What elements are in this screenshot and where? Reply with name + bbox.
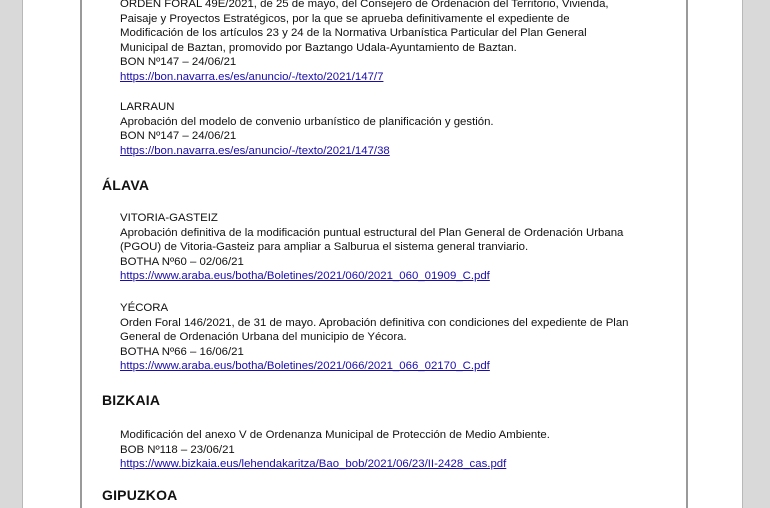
section-heading-bizkaia: BIZKAIA: [102, 392, 161, 408]
entry-bizkaia-ordinance: [120, 428, 680, 472]
entry-text-line: Orden Foral 146/2021, de 31 de mayo. Aprobación definitiva con condiciones del expediente de Plan: [120, 316, 629, 329]
entry-text-line: Paisaje y Proyectos Estratégicos, por la que se aprueba definitivamente el expediente de: [120, 12, 570, 25]
place-name: LARRAUN: [120, 101, 175, 113]
entry-text-line: ORDEN FORAL 49E/2021, de 25 de mayo, del Consejero de Ordenación del Territorio, Vivienda,: [120, 0, 609, 10]
entry-text-line: Municipal de Baztan, promovido por Baztango Udala-Ayuntamiento de Baztan.: [120, 41, 517, 54]
bulletin-link[interactable]: https://www.araba.eus/botha/Boletines/2021/066/2021_066_02170_C.pdf: [120, 360, 490, 373]
bulletin-ref: BON Nº147 – 24/06/21: [120, 56, 237, 69]
entry-yecora: [120, 301, 680, 374]
bulletin-ref: BOTHA Nº66 – 16/06/21: [120, 345, 244, 358]
bulletin-link[interactable]: https://www.bizkaia.eus/lehendakaritza/Bao_bob/2021/06/23/II-2428_cas.pdf: [120, 458, 507, 471]
bulletin-ref: BOB Nº118 – 23/06/21: [120, 443, 235, 456]
bulletin-link[interactable]: https://bon.navarra.es/es/anuncio/-/texto/2021/147/38: [120, 144, 390, 157]
place-name: VITORIA-GASTEIZ: [120, 212, 218, 224]
section-heading-alava: ÁLAVA: [102, 177, 150, 193]
entry-baztan: [120, 0, 680, 85]
entry-text-line: Modificación del anexo V de Ordenanza Municipal de Protección de Medio Ambiente.: [120, 429, 550, 441]
bulletin-link[interactable]: https://bon.navarra.es/es/anuncio/-/texto/2021/147/7: [120, 70, 384, 83]
place-name: YÉCORA: [120, 302, 169, 314]
entry-text-line: Aprobación del modelo de convenio urbanístico de planificación y gestión.: [120, 115, 494, 128]
bulletin-ref: BON Nº147 – 24/06/21: [120, 130, 237, 143]
entry-larraun: [120, 100, 680, 158]
section-heading-gipuzkoa: GIPUZKOA: [102, 487, 178, 503]
entry-text-line: Aprobación definitiva de la modificación puntual estructural del Plan General de Ordenación Urbana: [120, 226, 624, 239]
entry-vitoria-gasteiz: [120, 211, 680, 284]
entry-text-line: (PGOU) de Vitoria-Gasteiz para ampliar a Salburua el sistema general tranviario.: [120, 241, 529, 254]
entry-text-line: General de Ordenación Urbana del municipio de Yécora.: [120, 331, 407, 344]
bulletin-link[interactable]: https://www.araba.eus/botha/Boletines/2021/060/2021_060_01909_C.pdf: [120, 270, 490, 283]
bulletin-ref: BOTHA Nº60 – 02/06/21: [120, 255, 244, 268]
entry-text-line: Modificación de los artículos 23 y 24 de la Normativa Urbanística Particular del Plan General: [120, 27, 587, 40]
